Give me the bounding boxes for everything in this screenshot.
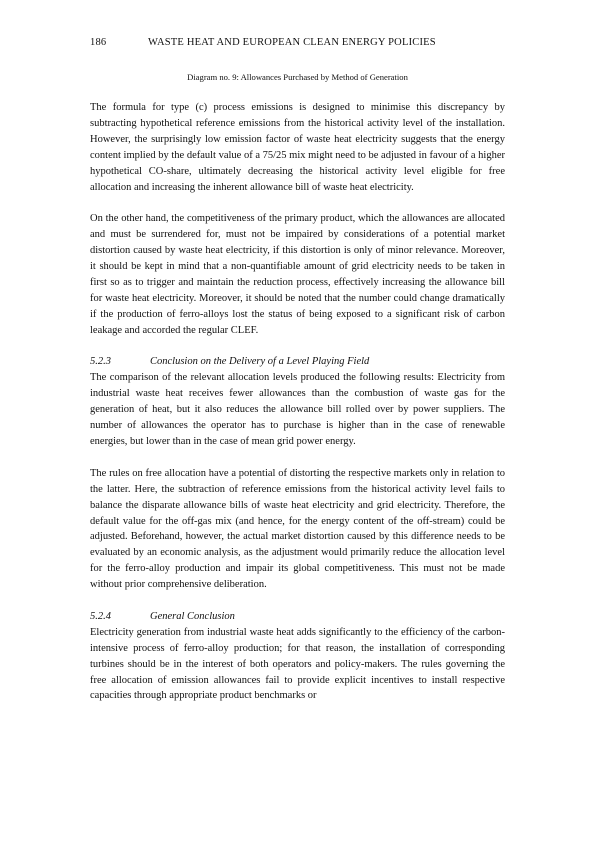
section-number: 5.2.3	[90, 356, 111, 368]
running-title: WASTE HEAT AND EUROPEAN CLEAN ENERGY POLICIES	[148, 37, 436, 48]
section-heading-5-2-4	[90, 609, 505, 625]
section-heading-5-2-3	[90, 354, 505, 370]
page-number: 186	[90, 37, 107, 48]
paragraph: Electricity generation from industrial waste heat adds significantly to the efficiency of the carbon-intensive process of ferro-alloy production; for that reason, the installation of corresponding turbines should be in the interest of both operators and policy-makers. The rules governing the free allocation of emission allowances fail to provide explicit incentives to install respective capacities through appropriate product benchmarks or	[90, 626, 505, 702]
body-text	[90, 100, 505, 704]
section-title: Conclusion on the Delivery of a Level Playing Field	[150, 356, 370, 368]
paragraph: On the other hand, the competitiveness of the primary product, which the allowances are allocated and must be surrendered for, must not be impaired by considerations of a potential market distortion caused by waste heat electricity, if this distortion is only of minor relevance. Moreover, it should be kept in mind that a non-quantifiable amount of grid electricity needs to be taken in first so as to trigger and maintain the reduction process, effectively increasing the allowance bill for waste heat electricity. Moreover, it should be noted that the number could change dramatically if the production of ferro-alloys lost the status of being exposed to a significant risk of carbon leakage and accorded the regular CLEF.	[90, 213, 505, 336]
section-number: 5.2.4	[90, 610, 111, 622]
section-title: General Conclusion	[150, 610, 235, 622]
paragraph: The formula for type (c) process emissions is designed to minimise this discrepancy by subtracting hypothetical reference emissions from the historical activity level of the installation. However, the surprisingly low emission factor of waste heat electricity suggests that the energy content implied by the default value of a 75/25 mix might need to be adjusted in favour of a higher hypothetical CO-share, ultimately decreasing the historical activity level eligible for free allocation and increasing the inherent allowance bill of waste heat electricity.	[90, 102, 505, 193]
paragraph: The comparison of the relevant allocation levels produced the following results: Electricity from industrial waste heat receives fewer allowances than the combustion of waste gas for the generation of heat, but it also reduces the allowance bill rolled over by power suppliers. The number of allowances the operator has to purchase is higher than in the case of renewable energies, but lower than in the case of mean grid power energy.	[90, 372, 505, 447]
figure-caption: Diagram no. 9: Allowances Purchased by Method of Generation	[187, 72, 408, 82]
paragraph: The rules on free allocation have a potential of distorting the respective markets only in relation to the latter. Here, the subtraction of reference emissions from the historical activity level fails to balance the disparate allowance bills of waste heat electricity and grid electricity. Therefore, the default value for the off-gas mix (and hence, for the energy content of the off-stream) could be adjusted. Beforehand, however, the actual market distortion caused by this difference needs to be evaluated by an economic analysis, as the adjustment would primarily reduce the allocation level for the ferro-alloy production and impair its global competitiveness. This must not be made without prior comprehensive deliberation.	[90, 467, 505, 591]
